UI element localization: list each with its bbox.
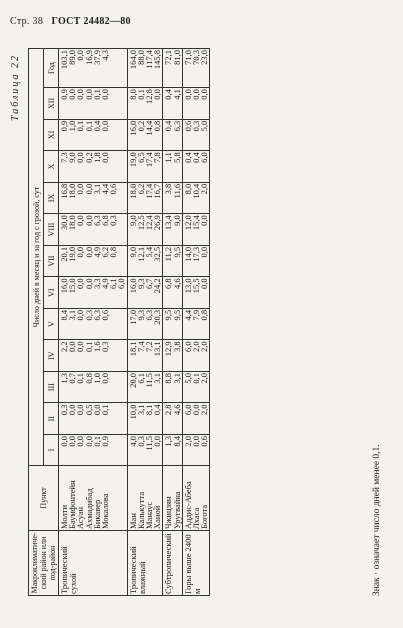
- point-cell: Ман Калькутта Манаус Ханой: [127, 466, 163, 531]
- region-cell: Тропический сухой: [59, 531, 128, 596]
- month-header-1: II: [44, 403, 59, 435]
- month-header-7: VIII: [44, 214, 59, 246]
- column-header-point: Пункт: [29, 466, 59, 531]
- value-cell: 8,0 10,4 2,0: [182, 182, 210, 214]
- value-cell: 2,2 0,0 0,0 0,1 1,6 0,3: [59, 340, 128, 372]
- table-row: [127, 49, 163, 596]
- value-cell: 0,6 0,3 5,0: [182, 119, 210, 151]
- table-row: [182, 49, 210, 596]
- value-cell: 30,0 18,0 0,0 0,0 6,3 6,8 0,3: [59, 214, 128, 246]
- value-cell: 18,0 6,2 17,4 16,7: [127, 182, 163, 214]
- value-cell: 20,0 6,1 11,5 3,1: [127, 371, 163, 403]
- value-cell: 1,1 5,8: [163, 151, 182, 183]
- value-cell: 16,0 15,0 0,0 0,0 3,3 4,9 6,1 6,0: [59, 277, 128, 309]
- month-header-10: XI: [44, 119, 59, 151]
- table-row: [59, 49, 128, 596]
- value-cell: 7,3 9,0 0,0 0,2 1,8 0,0: [59, 151, 128, 183]
- value-cell: 5,0 0,1 2,0: [182, 371, 210, 403]
- value-cell: 0,9 1,0 0,1 0,1 0,4 0,0: [59, 119, 128, 151]
- value-cell: 2,0 0,0 0,6: [182, 435, 210, 466]
- table-row: [163, 49, 182, 596]
- value-cell: 12,9 3,8: [163, 340, 182, 372]
- month-header-3: IV: [44, 340, 59, 372]
- value-cell: 20,1 19,0 0,0 0,0 4,9 6,2 0,8: [59, 245, 128, 277]
- value-cell: 1,3 0,7 0,1 0,8 1,0 0,0: [59, 371, 128, 403]
- value-cell: 9,5 9,5: [163, 308, 182, 340]
- value-cell: 13,0 15,5 0,0: [182, 277, 210, 309]
- thunderstorm-days-table: [28, 48, 210, 596]
- value-cell: 19,0 6,5 17,4 7,8: [127, 151, 163, 183]
- value-cell: 0,0 0,0 0,0: [182, 88, 210, 120]
- table-note: Знак · означает число дней менее 0,1.: [372, 444, 382, 596]
- value-cell: 4,0 0,3 11,5 0,0: [127, 435, 163, 466]
- month-header-12: Год: [44, 49, 59, 88]
- value-cell: 6,0 2,0 2,0: [182, 340, 210, 372]
- value-cell: 6,8 4,6: [163, 277, 182, 309]
- value-cell: 0,4 0,4 6,0: [182, 151, 210, 183]
- value-cell: 16,0 9,3 6,7 24,2: [127, 277, 163, 309]
- value-cell: 13,4 9,0: [163, 214, 182, 246]
- month-header-8: IX: [44, 182, 59, 214]
- value-cell: 0,4 6,3: [163, 119, 182, 151]
- value-cell: 12,0 15,4 0,0: [182, 214, 210, 246]
- region-cell: Тропический влажный: [127, 531, 163, 596]
- value-cell: 1,3 8,4: [163, 435, 182, 466]
- value-cell: 71,0 70,3 23,0: [182, 49, 210, 88]
- value-cell: 16,8 18,0 0,0 0,0 3,1 4,4 0,6: [59, 182, 128, 214]
- value-cell: 17,0 9,3 6,3 20,3: [127, 308, 163, 340]
- value-cell: 10,0 3,1 8,1 0,4: [127, 403, 163, 435]
- value-cell: 14,0 17,3 0,0: [182, 245, 210, 277]
- table-title: Таблица 22: [10, 54, 21, 121]
- value-cell: 0,0 0,0 0,0 0,0 0,1 0,9: [59, 435, 128, 466]
- value-cell: 0,4 4,1: [163, 88, 182, 120]
- value-cell: 8,4 3,1 0,0 0,3 6,3 0,6: [59, 308, 128, 340]
- value-cell: 4,4 7,9 0,8: [182, 308, 210, 340]
- point-cell: Чжицзян Уругвайна: [163, 466, 182, 531]
- value-cell: 9,0 12,1 5,4 32,5: [127, 245, 163, 277]
- standard-code: ГОСТ 24482—80: [51, 16, 131, 27]
- value-cell: 0,3 0,0 0,0 0,5 0,0 0,1: [59, 403, 128, 435]
- value-cell: 9,0 12,5 12,4 26,9: [127, 214, 163, 246]
- month-header-6: VII: [44, 245, 59, 277]
- month-header-4: V: [44, 308, 59, 340]
- region-cell: Субтропический: [163, 531, 182, 596]
- point-cell: Аддис-Абеба Лхаса Богота: [182, 466, 210, 531]
- month-header-2: III: [44, 371, 59, 403]
- value-cell: 103,1 89,0 0,0 16,9 37,9 4,3: [59, 49, 128, 88]
- month-header-5: VI: [44, 277, 59, 309]
- value-cell: 164,0 88,0 117,4 145,8: [127, 49, 163, 88]
- value-cell: 2,8 4,6: [163, 403, 182, 435]
- value-cell: 11,2 9,5: [163, 245, 182, 277]
- value-cell: 8,8 3,1: [163, 371, 182, 403]
- value-cell: 6,0 0,0 2,0: [182, 403, 210, 435]
- region-cell: Горы выше 2400 м: [182, 531, 210, 596]
- value-cell: 8,0 0,1 12,8 0,0: [127, 88, 163, 120]
- table-header-row: [29, 49, 44, 596]
- value-cell: 16,0 0,2 14,4 0,8: [127, 119, 163, 151]
- rotated-table-block: [6, 40, 398, 600]
- table-body: [59, 49, 210, 596]
- value-cell: 3,8 11,6: [163, 182, 182, 214]
- value-cell: 18,1 7,4 7,2 13,1: [127, 340, 163, 372]
- column-header-group: Число дней в месяц и за год с грозой, сут: [29, 49, 44, 466]
- month-header-9: X: [44, 151, 59, 183]
- month-header-0: I: [44, 435, 59, 466]
- value-cell: 0,9 0,0 0,0 0,0 0,1 0,0: [59, 88, 128, 120]
- column-header-region: Макроклиматиче-ский район или под-район: [30, 532, 57, 594]
- month-header-11: XII: [44, 88, 59, 120]
- page-header: [10, 16, 131, 27]
- value-cell: 72,1 81,0: [163, 49, 182, 88]
- page-number: Стр. 38: [10, 16, 44, 27]
- point-cell: Молти Баумфонтейн Асуан Ахмадибад Бикавер Мокалова: [59, 466, 128, 531]
